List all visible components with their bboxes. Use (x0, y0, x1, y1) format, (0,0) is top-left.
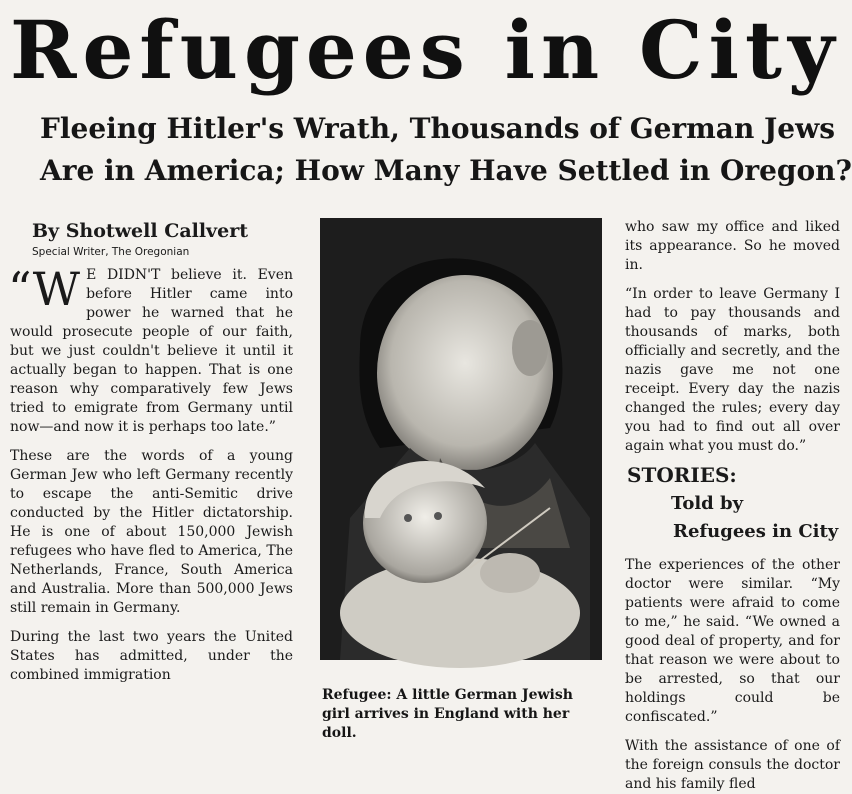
paragraph: During the last two years the United States has admitted, under the combined immigration (10, 629, 293, 683)
paragraph: With the assistance of one of the foreign consuls the doctor and his family fled (625, 738, 840, 792)
photo-caption: Refugee: A little German Jewish girl arrives in England with her doll. (322, 687, 573, 741)
refugee-photo (320, 218, 602, 660)
section-subheading-line-2: Refugees in City (673, 521, 839, 542)
section-subheading-line-1: Told by (671, 493, 744, 514)
section-heading: STORIES: (627, 463, 737, 487)
headline: Refugees in City (10, 3, 841, 97)
subheadline (40, 108, 852, 192)
byline: By Shotwell Callvert (32, 220, 248, 242)
byline-role: Special Writer, The Oregonian (32, 246, 190, 258)
lead-paragraph (8, 262, 293, 437)
article-column-left (10, 218, 293, 742)
article-column-right (625, 218, 840, 792)
paragraph: who saw my office and liked its appearance. So he moved in. (625, 219, 840, 273)
subheadline-line-2: Are in America; How Many Have Settled in Oregon? (40, 154, 852, 187)
refugee-photo-image (320, 218, 602, 660)
paragraph: “In order to leave Germany I had to pay thousands and thousands of marks, both officially and secretly, and the nazis gave me not one receipt. Every day the nazis changed the rules; every day you had to find out all over again what you must do.” (625, 286, 840, 454)
paragraph: These are the words of a young German Jew who left Germany recently to escape the anti-Semitic drive conducted by the Hitler dictatorship. He is one of about 150,000 Jewish refugees who have fled to America, The Netherlands, France, South America and Australia. More than 500,000 Jews still remain in Germany. (10, 448, 293, 616)
lead-paragraph-text: E DIDN'T believe it. Even before Hitler came into power he warned that he would prosecute people of our faith, but we just couldn't believe it until it actually began to happen. That is one reason why comparatively few Jews tried to emigrate from Germany until now—and now it is perhaps too late.” (10, 267, 293, 435)
paragraph: The experiences of the other doctor were similar. “My patients were afraid to come to me,” he said. “We owned a good deal of property, and for that reason we were about to be arrested, so that our holdings could be confiscated.” (625, 557, 840, 725)
drop-cap: “W (8, 262, 81, 316)
subheadline-line-1: Fleeing Hitler's Wrath, Thousands of German Jews (40, 112, 835, 145)
